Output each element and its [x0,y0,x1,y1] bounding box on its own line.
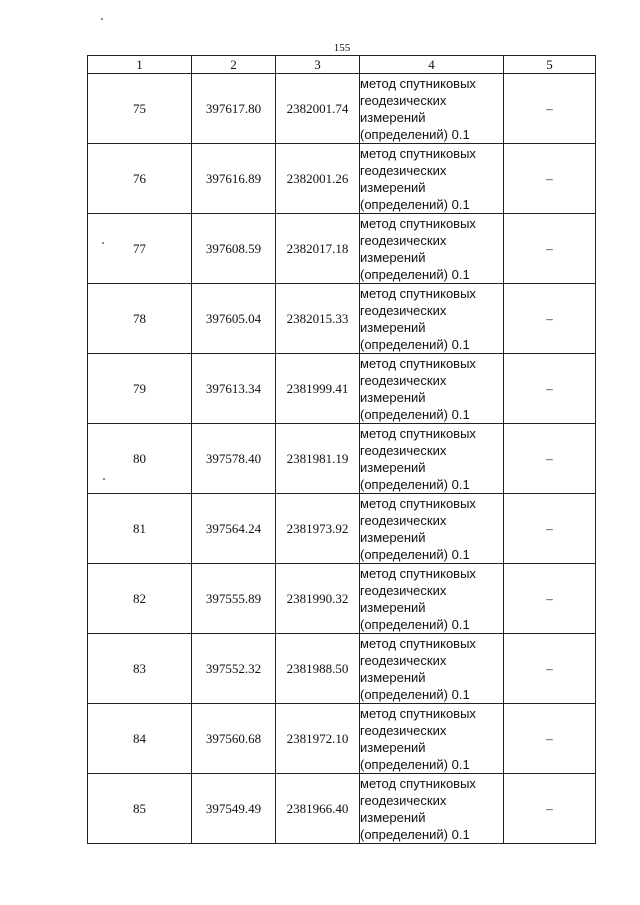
method-text-line: геодезических [360,302,447,318]
table-header-row [88,56,596,74]
method-text-line: (определений) 0.1 [360,266,470,282]
method-text-line: измерений [360,669,426,685]
note-cell: – [504,284,596,354]
table-row [88,634,596,704]
table-row [88,284,596,354]
note-cell: – [504,634,596,704]
method-cell [360,494,504,564]
method-text-line: геодезических [360,232,447,248]
method-text-line: (определений) 0.1 [360,616,470,632]
point-number-cell: 78 [88,284,192,354]
method-text-line: (определений) 0.1 [360,336,470,352]
method-text-line: геодезических [360,512,447,528]
coordinate-x-cell: 397555.89 [192,564,276,634]
method-text-line: измерений [360,389,426,405]
method-text-line: метод спутниковых [360,705,476,721]
method-text-line: измерений [360,249,426,265]
point-number-cell: 79 [88,354,192,424]
method-text-line: метод спутниковых [360,145,476,161]
coordinate-x-cell: 397613.34 [192,354,276,424]
method-text-line: измерений [360,599,426,615]
method-text-line: (определений) 0.1 [360,756,470,772]
method-text-line: метод спутниковых [360,495,476,511]
coordinate-y-cell: 2381990.32 [276,564,360,634]
method-cell [360,214,504,284]
method-cell [360,284,504,354]
coordinate-x-cell: 397564.24 [192,494,276,564]
coordinate-y-cell: 2382001.26 [276,144,360,214]
coordinate-x-cell: 397617.80 [192,74,276,144]
method-text-line: измерений [360,319,426,335]
method-text-line: геодезических [360,442,447,458]
table-row [88,494,596,564]
method-text-line: геодезических [360,722,447,738]
method-cell [360,354,504,424]
note-cell: – [504,144,596,214]
coordinate-y-cell: 2381973.92 [276,494,360,564]
note-cell: – [504,774,596,844]
method-text-line: (определений) 0.1 [360,406,470,422]
method-cell [360,144,504,214]
method-text-line: метод спутниковых [360,775,476,791]
method-text-line: (определений) 0.1 [360,686,470,702]
method-text-line: (определений) 0.1 [360,126,470,142]
point-number-cell: 83 [88,634,192,704]
coordinate-y-cell: 2382015.33 [276,284,360,354]
coordinate-x-cell: 397549.49 [192,774,276,844]
column-header-note: 5 [504,56,596,74]
point-number-cell: 80 [88,424,192,494]
table-row [88,214,596,284]
coordinate-x-cell: 397578.40 [192,424,276,494]
coordinate-x-cell: 397608.59 [192,214,276,284]
method-text-line: геодезических [360,372,447,388]
coordinate-x-cell: 397605.04 [192,284,276,354]
point-number-cell: 75 [88,74,192,144]
point-number-cell: 77 [88,214,192,284]
method-text-line: метод спутниковых [360,285,476,301]
column-header-method: 4 [360,56,504,74]
coordinate-y-cell: 2381981.19 [276,424,360,494]
column-header-number: 1 [88,56,192,74]
method-text-line: измерений [360,459,426,475]
method-cell [360,774,504,844]
method-text-line: (определений) 0.1 [360,546,470,562]
method-text-line: метод спутниковых [360,215,476,231]
method-text-line: метод спутниковых [360,565,476,581]
method-text-line: геодезических [360,162,447,178]
scan-speck [101,18,103,20]
note-cell: – [504,354,596,424]
point-number-cell: 85 [88,774,192,844]
method-cell [360,634,504,704]
table-row [88,354,596,424]
table-row [88,704,596,774]
point-number-cell: 84 [88,704,192,774]
column-header-x: 2 [192,56,276,74]
note-cell: – [504,704,596,774]
method-text-line: метод спутниковых [360,635,476,651]
method-cell [360,74,504,144]
table-row [88,564,596,634]
table-row [88,774,596,844]
coordinate-y-cell: 2382001.74 [276,74,360,144]
method-cell [360,564,504,634]
method-text-line: измерений [360,809,426,825]
method-text-line: геодезических [360,652,447,668]
method-text-line: (определений) 0.1 [360,826,470,842]
method-text-line: метод спутниковых [360,355,476,371]
method-text-line: геодезических [360,582,447,598]
coordinate-y-cell: 2381966.40 [276,774,360,844]
method-text-line: (определений) 0.1 [360,196,470,212]
method-text-line: измерений [360,179,426,195]
table-row [88,144,596,214]
table-row [88,74,596,144]
method-text-line: измерений [360,739,426,755]
method-text-line: метод спутниковых [360,75,476,91]
coordinate-y-cell: 2381999.41 [276,354,360,424]
table-row [88,424,596,494]
point-number-cell: 76 [88,144,192,214]
method-cell [360,424,504,494]
point-number-cell: 82 [88,564,192,634]
note-cell: – [504,74,596,144]
point-number-cell: 81 [88,494,192,564]
coordinates-table [87,55,596,844]
page-number: 155 [333,42,351,54]
method-text-line: измерений [360,109,426,125]
method-cell [360,704,504,774]
method-text-line: геодезических [360,92,447,108]
method-text-line: метод спутниковых [360,425,476,441]
coordinate-x-cell: 397560.68 [192,704,276,774]
coordinate-y-cell: 2382017.18 [276,214,360,284]
coordinate-x-cell: 397552.32 [192,634,276,704]
method-text-line: геодезических [360,792,447,808]
note-cell: – [504,424,596,494]
method-text-line: (определений) 0.1 [360,476,470,492]
coordinate-y-cell: 2381988.50 [276,634,360,704]
note-cell: – [504,494,596,564]
note-cell: – [504,564,596,634]
coordinate-y-cell: 2381972.10 [276,704,360,774]
coordinate-x-cell: 397616.89 [192,144,276,214]
note-cell: – [504,214,596,284]
method-text-line: измерений [360,529,426,545]
column-header-y: 3 [276,56,360,74]
